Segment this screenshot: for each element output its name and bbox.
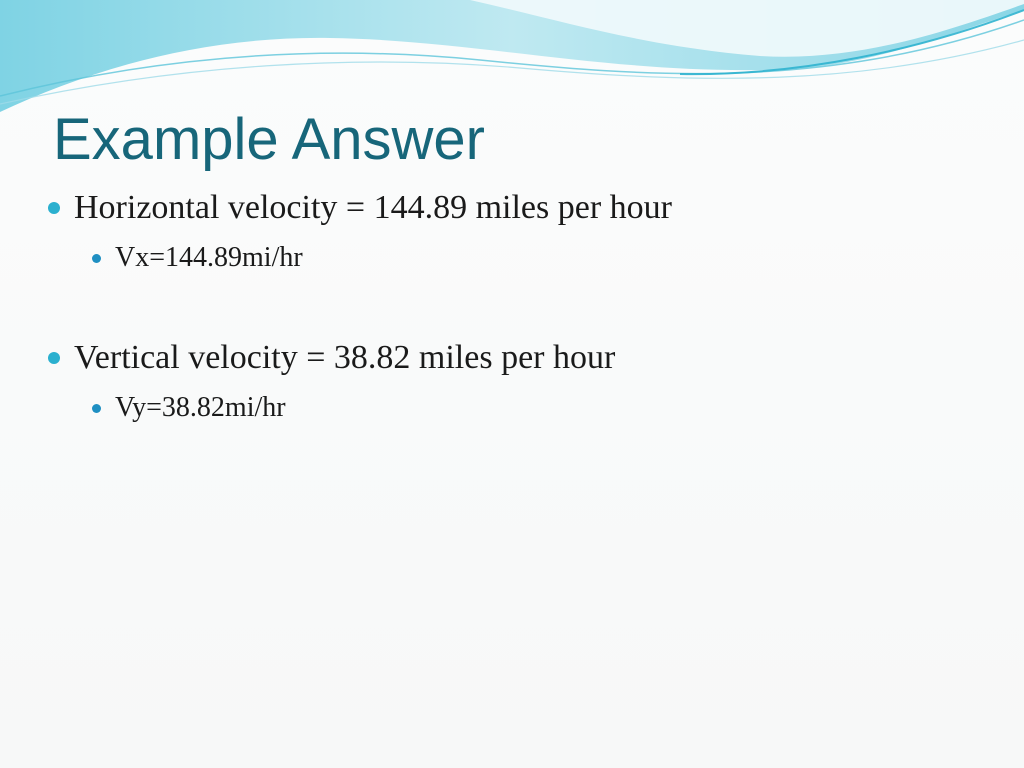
slide-title: Example Answer	[53, 107, 485, 172]
bullet-item	[48, 185, 672, 231]
sub-bullet-item	[92, 240, 303, 276]
bullet-dot-icon	[48, 352, 60, 364]
bullet-dot-icon	[48, 202, 60, 214]
sub-bullet-item	[92, 390, 286, 426]
bullet-item	[48, 335, 615, 381]
bullet-text: Horizontal velocity = 144.89 miles per hour	[74, 189, 672, 226]
sub-bullet-text: Vx=144.89mi/hr	[115, 242, 303, 273]
sub-bullet-text: Vy=38.82mi/hr	[115, 392, 286, 423]
sub-bullet-dot-icon	[92, 254, 101, 263]
sub-bullet-dot-icon	[92, 404, 101, 413]
bullet-text: Vertical velocity = 38.82 miles per hour	[74, 339, 616, 376]
